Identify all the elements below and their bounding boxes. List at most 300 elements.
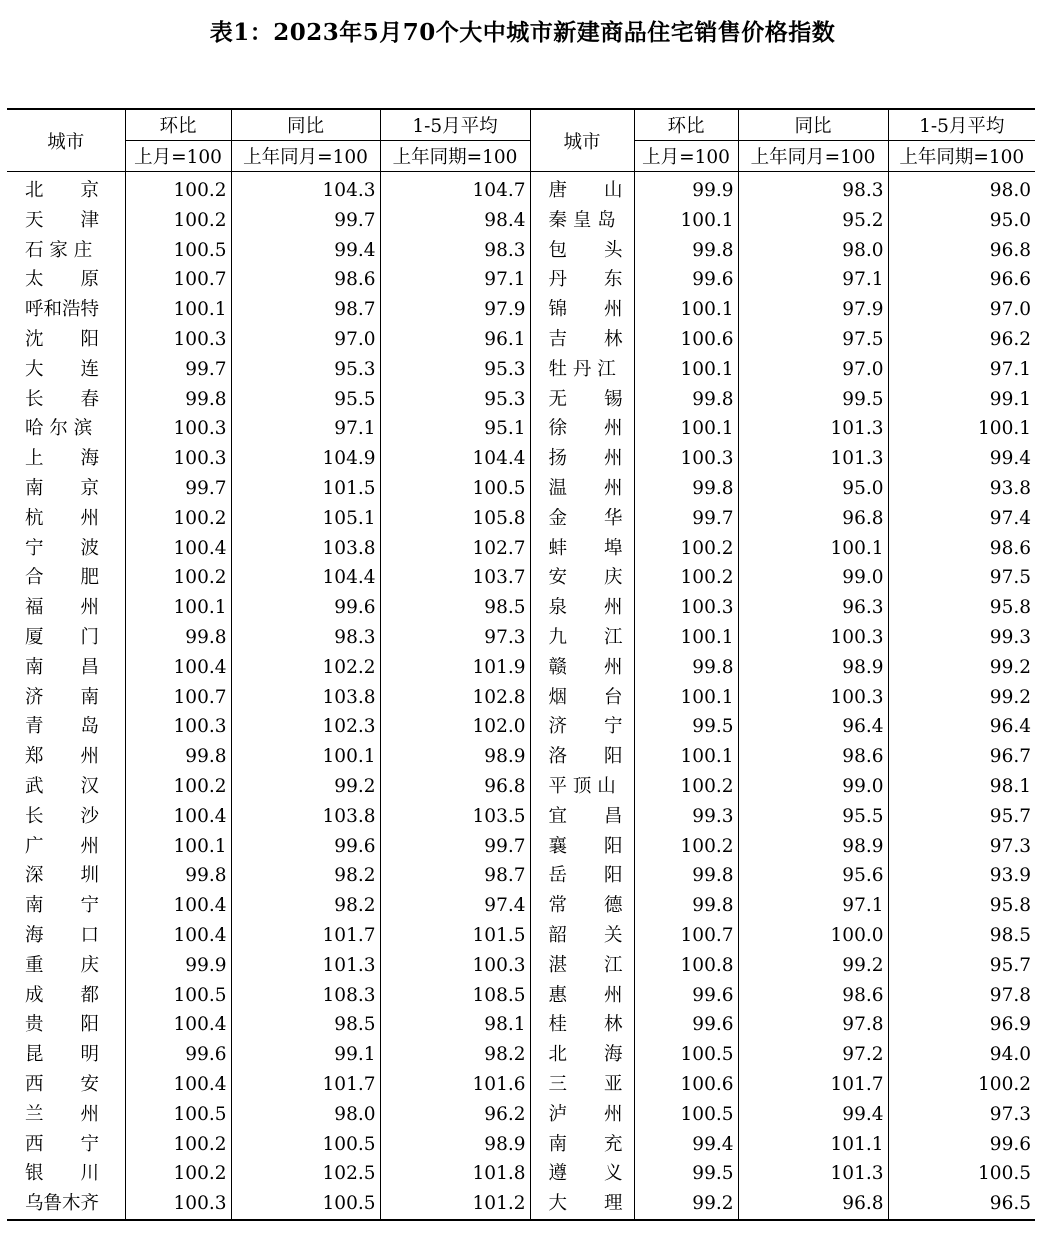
city-name: 三 亚 (530, 1070, 634, 1100)
yoy-header-right: 同比 (738, 109, 888, 141)
mom-value: 100.5 (634, 1040, 738, 1070)
yoy-value: 95.5 (738, 802, 888, 832)
city-name: 徐 州 (530, 414, 634, 444)
city-name: 赣 州 (530, 653, 634, 683)
table-row (7, 593, 1035, 623)
city-name: 太 原 (25, 269, 100, 291)
yoy-value: 105.1 (231, 504, 380, 534)
yoy-value: 97.0 (231, 325, 380, 355)
mom-value: 99.8 (634, 236, 738, 266)
yoy-value: 108.3 (231, 981, 380, 1011)
yoy-value: 97.1 (738, 891, 888, 921)
city-name: 杭 州 (25, 507, 100, 529)
avg-value: 99.4 (888, 444, 1035, 474)
yoy-value: 96.8 (738, 504, 888, 534)
city-name: 哈 尔 滨 (25, 418, 93, 440)
avg-value: 96.7 (888, 742, 1035, 772)
avg-value: 98.1 (888, 772, 1035, 802)
table-row (7, 265, 1035, 295)
city-name: 沈 阳 (25, 328, 100, 350)
city-name: 岳 阳 (530, 861, 634, 891)
city-name: 温 州 (530, 474, 634, 504)
yoy-value: 100.5 (231, 1130, 380, 1160)
table-row (7, 1040, 1035, 1070)
mom-value: 100.4 (125, 653, 231, 683)
mom-value: 100.2 (634, 563, 738, 593)
avg-value: 98.5 (888, 921, 1035, 951)
yoy-value: 98.6 (738, 742, 888, 772)
mom-value: 99.7 (634, 504, 738, 534)
avg-value: 95.7 (888, 802, 1035, 832)
mom-value: 100.3 (634, 444, 738, 474)
yoy-value: 98.6 (231, 265, 380, 295)
avg-value: 108.5 (380, 981, 530, 1011)
city-name: 南 充 (530, 1130, 634, 1160)
city-name: 成 都 (25, 984, 100, 1006)
table-row (7, 295, 1035, 325)
mom-value: 99.8 (634, 891, 738, 921)
mom-value: 99.7 (125, 355, 231, 385)
yoy-value: 99.0 (738, 563, 888, 593)
table-row (7, 832, 1035, 862)
mom-value: 100.5 (125, 981, 231, 1011)
avg-value: 94.0 (888, 1040, 1035, 1070)
mom-value: 100.8 (634, 951, 738, 981)
mom-value: 100.3 (125, 325, 231, 355)
yoy-value: 100.3 (738, 683, 888, 713)
mom-header-right: 环比 (634, 109, 738, 141)
mom-value: 100.5 (125, 1100, 231, 1130)
page-title: 表1：2023年5月70个大中城市新建商品住宅销售价格指数 (209, 19, 836, 46)
yoy-value: 104.4 (231, 563, 380, 593)
mom-value: 100.1 (634, 206, 738, 236)
table-row (7, 921, 1035, 951)
yoy-value: 96.3 (738, 593, 888, 623)
avg-value: 99.7 (380, 832, 530, 862)
yoy-value: 99.7 (231, 206, 380, 236)
city-name: 海 口 (25, 924, 100, 946)
yoy-value: 95.2 (738, 206, 888, 236)
yoy-value: 98.2 (231, 891, 380, 921)
avg-value: 102.8 (380, 683, 530, 713)
city-name: 北 海 (530, 1040, 634, 1070)
avg-value: 96.5 (888, 1189, 1035, 1220)
yoy-value: 95.0 (738, 474, 888, 504)
table-row (7, 623, 1035, 653)
avg-base-header-right: 上年同期=100 (888, 141, 1035, 172)
city-name: 惠 州 (530, 981, 634, 1011)
avg-value: 97.3 (380, 623, 530, 653)
yoy-value: 101.3 (738, 444, 888, 474)
table-row (7, 891, 1035, 921)
city-name: 九 江 (530, 623, 634, 653)
yoy-value: 98.5 (231, 1010, 380, 1040)
yoy-value: 101.3 (738, 414, 888, 444)
table-row (7, 385, 1035, 415)
mom-value: 99.7 (125, 474, 231, 504)
avg-value: 95.3 (380, 385, 530, 415)
yoy-value: 100.0 (738, 921, 888, 951)
mom-value: 99.4 (634, 1130, 738, 1160)
mom-value: 100.4 (125, 921, 231, 951)
avg-value: 98.0 (888, 172, 1035, 206)
table-row (7, 951, 1035, 981)
city-name: 南 京 (25, 477, 100, 499)
yoy-value: 99.4 (231, 236, 380, 266)
avg-value: 95.1 (380, 414, 530, 444)
mom-value: 100.1 (634, 355, 738, 385)
mom-value: 100.3 (125, 712, 231, 742)
yoy-value: 101.3 (231, 951, 380, 981)
yoy-value: 97.1 (231, 414, 380, 444)
city-header-right: 城市 (530, 109, 634, 172)
mom-value: 99.6 (634, 265, 738, 295)
avg-header-right: 1-5月平均 (888, 109, 1035, 141)
price-index-table (7, 108, 1035, 1221)
yoy-value: 101.7 (231, 921, 380, 951)
yoy-value: 97.0 (738, 355, 888, 385)
avg-value: 98.9 (380, 742, 530, 772)
avg-value: 103.5 (380, 802, 530, 832)
city-name: 金 华 (530, 504, 634, 534)
avg-base-header: 上年同期=100 (380, 141, 530, 172)
table-row (7, 712, 1035, 742)
city-name: 襄 阳 (530, 832, 634, 862)
mom-value: 99.2 (634, 1189, 738, 1220)
table-row (7, 355, 1035, 385)
avg-value: 100.3 (380, 951, 530, 981)
mom-value: 99.8 (125, 742, 231, 772)
mom-value: 100.1 (634, 623, 738, 653)
mom-value: 100.4 (125, 802, 231, 832)
avg-value: 97.4 (380, 891, 530, 921)
city-name: 郑 州 (25, 746, 100, 768)
mom-value: 100.3 (125, 1189, 231, 1220)
yoy-value: 99.5 (738, 385, 888, 415)
table-row (7, 534, 1035, 564)
avg-value: 98.6 (888, 534, 1035, 564)
yoy-value: 98.9 (738, 832, 888, 862)
city-header: 城市 (7, 109, 125, 172)
mom-value: 99.9 (125, 951, 231, 981)
yoy-value: 104.9 (231, 444, 380, 474)
city-name: 秦 皇 岛 (530, 206, 634, 236)
avg-value: 97.3 (888, 832, 1035, 862)
city-name: 西 安 (25, 1073, 100, 1095)
table-row (7, 742, 1035, 772)
city-name: 厦 门 (25, 626, 100, 648)
mom-value: 99.8 (634, 385, 738, 415)
city-name: 韶 关 (530, 921, 634, 951)
mom-value: 100.2 (125, 563, 231, 593)
yoy-value: 102.2 (231, 653, 380, 683)
mom-value: 100.2 (634, 534, 738, 564)
mom-value: 100.1 (634, 414, 738, 444)
mom-value: 99.8 (125, 861, 231, 891)
table-row (7, 1189, 1035, 1220)
yoy-value: 100.1 (231, 742, 380, 772)
yoy-value: 103.8 (231, 802, 380, 832)
city-name: 重 庆 (25, 954, 100, 976)
yoy-value: 99.1 (231, 1040, 380, 1070)
avg-value: 97.3 (888, 1100, 1035, 1130)
mom-value: 100.2 (125, 772, 231, 802)
mom-value: 100.5 (125, 236, 231, 266)
yoy-value: 97.2 (738, 1040, 888, 1070)
city-name: 宜 昌 (530, 802, 634, 832)
avg-value: 96.4 (888, 712, 1035, 742)
yoy-value: 98.3 (738, 172, 888, 206)
avg-value: 98.4 (380, 206, 530, 236)
yoy-value: 102.5 (231, 1159, 380, 1189)
avg-value: 95.0 (888, 206, 1035, 236)
avg-value: 96.2 (380, 1100, 530, 1130)
mom-value: 100.4 (125, 1010, 231, 1040)
table-row (7, 772, 1035, 802)
avg-value: 95.8 (888, 891, 1035, 921)
mom-value: 100.2 (125, 1130, 231, 1160)
yoy-value: 96.4 (738, 712, 888, 742)
avg-value: 97.5 (888, 563, 1035, 593)
mom-value: 100.1 (634, 742, 738, 772)
yoy-value: 98.3 (231, 623, 380, 653)
mom-value: 100.2 (125, 504, 231, 534)
avg-value: 97.0 (888, 295, 1035, 325)
yoy-value: 101.7 (231, 1070, 380, 1100)
mom-value: 99.9 (634, 172, 738, 206)
city-name: 无 锡 (530, 385, 634, 415)
city-name: 平 顶 山 (530, 772, 634, 802)
mom-value: 99.8 (634, 653, 738, 683)
table-row (7, 563, 1035, 593)
avg-value: 97.4 (888, 504, 1035, 534)
avg-value: 97.1 (380, 265, 530, 295)
city-name: 青 岛 (25, 716, 100, 738)
mom-value: 100.1 (125, 295, 231, 325)
city-name: 遵 义 (530, 1159, 634, 1189)
mom-value: 99.6 (634, 1010, 738, 1040)
table-row (7, 236, 1035, 266)
yoy-value: 99.4 (738, 1100, 888, 1130)
city-name: 唐 山 (530, 172, 634, 206)
avg-value: 100.2 (888, 1070, 1035, 1100)
city-name: 呼和浩特 (25, 299, 100, 321)
avg-value: 99.6 (888, 1130, 1035, 1160)
city-name: 安 庆 (530, 563, 634, 593)
city-name: 泉 州 (530, 593, 634, 623)
mom-value: 100.2 (125, 172, 231, 206)
table-row (7, 1159, 1035, 1189)
yoy-value: 98.0 (231, 1100, 380, 1130)
city-name: 乌鲁木齐 (25, 1193, 100, 1215)
yoy-value: 97.9 (738, 295, 888, 325)
avg-value: 98.7 (380, 861, 530, 891)
table-row (7, 1100, 1035, 1130)
avg-value: 96.8 (380, 772, 530, 802)
mom-value: 100.3 (125, 414, 231, 444)
avg-value: 99.1 (888, 385, 1035, 415)
avg-value: 95.7 (888, 951, 1035, 981)
avg-value: 101.5 (380, 921, 530, 951)
avg-value: 101.9 (380, 653, 530, 683)
city-name: 天 津 (25, 209, 100, 231)
yoy-header: 同比 (231, 109, 380, 141)
city-name: 常 德 (530, 891, 634, 921)
city-name: 南 宁 (25, 895, 100, 917)
mom-value: 99.8 (634, 861, 738, 891)
avg-value: 101.8 (380, 1159, 530, 1189)
table-row (7, 802, 1035, 832)
avg-value: 98.5 (380, 593, 530, 623)
mom-value: 99.5 (634, 1159, 738, 1189)
mom-value: 99.8 (125, 623, 231, 653)
avg-value: 95.8 (888, 593, 1035, 623)
mom-value: 100.4 (125, 534, 231, 564)
avg-value: 99.3 (888, 623, 1035, 653)
table-body (7, 172, 1035, 1220)
table-row (7, 683, 1035, 713)
mom-value: 100.1 (125, 593, 231, 623)
table-row (7, 981, 1035, 1011)
mom-value: 100.2 (634, 772, 738, 802)
avg-value: 104.4 (380, 444, 530, 474)
avg-header: 1-5月平均 (380, 109, 530, 141)
mom-value: 100.7 (125, 265, 231, 295)
city-name: 合 肥 (25, 567, 100, 589)
yoy-value: 101.1 (738, 1130, 888, 1160)
yoy-value: 103.8 (231, 534, 380, 564)
city-name: 宁 波 (25, 537, 100, 559)
avg-value: 93.8 (888, 474, 1035, 504)
mom-base-header: 上月=100 (125, 141, 231, 172)
mom-value: 100.2 (125, 1159, 231, 1189)
city-name: 蚌 埠 (530, 534, 634, 564)
avg-value: 99.2 (888, 683, 1035, 713)
mom-value: 100.6 (634, 325, 738, 355)
city-name: 长 春 (25, 388, 100, 410)
yoy-value: 97.1 (738, 265, 888, 295)
table-row (7, 653, 1035, 683)
avg-value: 102.0 (380, 712, 530, 742)
table-row (7, 861, 1035, 891)
city-name: 济 南 (25, 686, 100, 708)
mom-value: 99.3 (634, 802, 738, 832)
avg-value: 96.9 (888, 1010, 1035, 1040)
city-name: 锦 州 (530, 295, 634, 325)
table-row (7, 206, 1035, 236)
yoy-value: 101.5 (231, 474, 380, 504)
avg-value: 97.1 (888, 355, 1035, 385)
yoy-value: 101.7 (738, 1070, 888, 1100)
mom-value: 99.6 (125, 1040, 231, 1070)
yoy-value: 95.6 (738, 861, 888, 891)
table-row (7, 1130, 1035, 1160)
city-name: 北 京 (25, 180, 100, 201)
table-row (7, 504, 1035, 534)
avg-value: 98.2 (380, 1040, 530, 1070)
city-name: 扬 州 (530, 444, 634, 474)
table-row (7, 474, 1035, 504)
yoy-value: 98.0 (738, 236, 888, 266)
city-name: 兰 州 (25, 1103, 100, 1125)
city-name: 泸 州 (530, 1100, 634, 1130)
mom-base-header-right: 上月=100 (634, 141, 738, 172)
mom-value: 100.7 (634, 921, 738, 951)
yoy-value: 100.3 (738, 623, 888, 653)
city-name: 广 州 (25, 835, 100, 857)
city-name: 吉 林 (530, 325, 634, 355)
city-name: 大 理 (530, 1189, 634, 1220)
avg-value: 98.9 (380, 1130, 530, 1160)
mom-value: 99.8 (634, 474, 738, 504)
city-name: 牡 丹 江 (530, 355, 634, 385)
yoy-value: 99.6 (231, 832, 380, 862)
mom-value: 100.1 (125, 832, 231, 862)
avg-value: 97.9 (380, 295, 530, 325)
avg-value: 100.5 (888, 1159, 1035, 1189)
table-row (7, 1010, 1035, 1040)
avg-value: 101.2 (380, 1189, 530, 1220)
city-name: 西 宁 (25, 1133, 100, 1155)
avg-value: 99.2 (888, 653, 1035, 683)
yoy-value: 98.9 (738, 653, 888, 683)
yoy-base-header: 上年同月=100 (231, 141, 380, 172)
mom-header: 环比 (125, 109, 231, 141)
city-name: 丹 东 (530, 265, 634, 295)
avg-value: 98.3 (380, 236, 530, 266)
yoy-value: 97.8 (738, 1010, 888, 1040)
avg-value: 95.3 (380, 355, 530, 385)
city-name: 烟 台 (530, 683, 634, 713)
yoy-value: 99.6 (231, 593, 380, 623)
mom-value: 100.4 (125, 891, 231, 921)
avg-value: 104.7 (380, 172, 530, 206)
yoy-value: 103.8 (231, 683, 380, 713)
avg-value: 103.7 (380, 563, 530, 593)
city-name: 上 海 (25, 448, 100, 470)
yoy-base-header-right: 上年同月=100 (738, 141, 888, 172)
mom-value: 99.5 (634, 712, 738, 742)
mom-value: 100.5 (634, 1100, 738, 1130)
yoy-value: 101.3 (738, 1159, 888, 1189)
city-name: 湛 江 (530, 951, 634, 981)
city-name: 贵 阳 (25, 1014, 100, 1036)
avg-value: 102.7 (380, 534, 530, 564)
city-name: 桂 林 (530, 1010, 634, 1040)
city-name: 包 头 (530, 236, 634, 266)
avg-value: 98.1 (380, 1010, 530, 1040)
yoy-value: 100.5 (231, 1189, 380, 1220)
yoy-value: 100.1 (738, 534, 888, 564)
yoy-value: 98.7 (231, 295, 380, 325)
mom-value: 100.3 (634, 593, 738, 623)
city-name: 大 连 (25, 358, 100, 380)
yoy-value: 97.5 (738, 325, 888, 355)
yoy-value: 95.5 (231, 385, 380, 415)
avg-value: 105.8 (380, 504, 530, 534)
city-name: 银 川 (25, 1163, 100, 1185)
yoy-value: 98.2 (231, 861, 380, 891)
city-name: 石 家 庄 (25, 239, 93, 261)
mom-value: 100.1 (634, 683, 738, 713)
yoy-value: 98.6 (738, 981, 888, 1011)
yoy-value: 99.2 (231, 772, 380, 802)
avg-value: 100.1 (888, 414, 1035, 444)
mom-value: 100.4 (125, 1070, 231, 1100)
city-name: 福 州 (25, 597, 100, 619)
avg-value: 96.6 (888, 265, 1035, 295)
mom-value: 100.7 (125, 683, 231, 713)
